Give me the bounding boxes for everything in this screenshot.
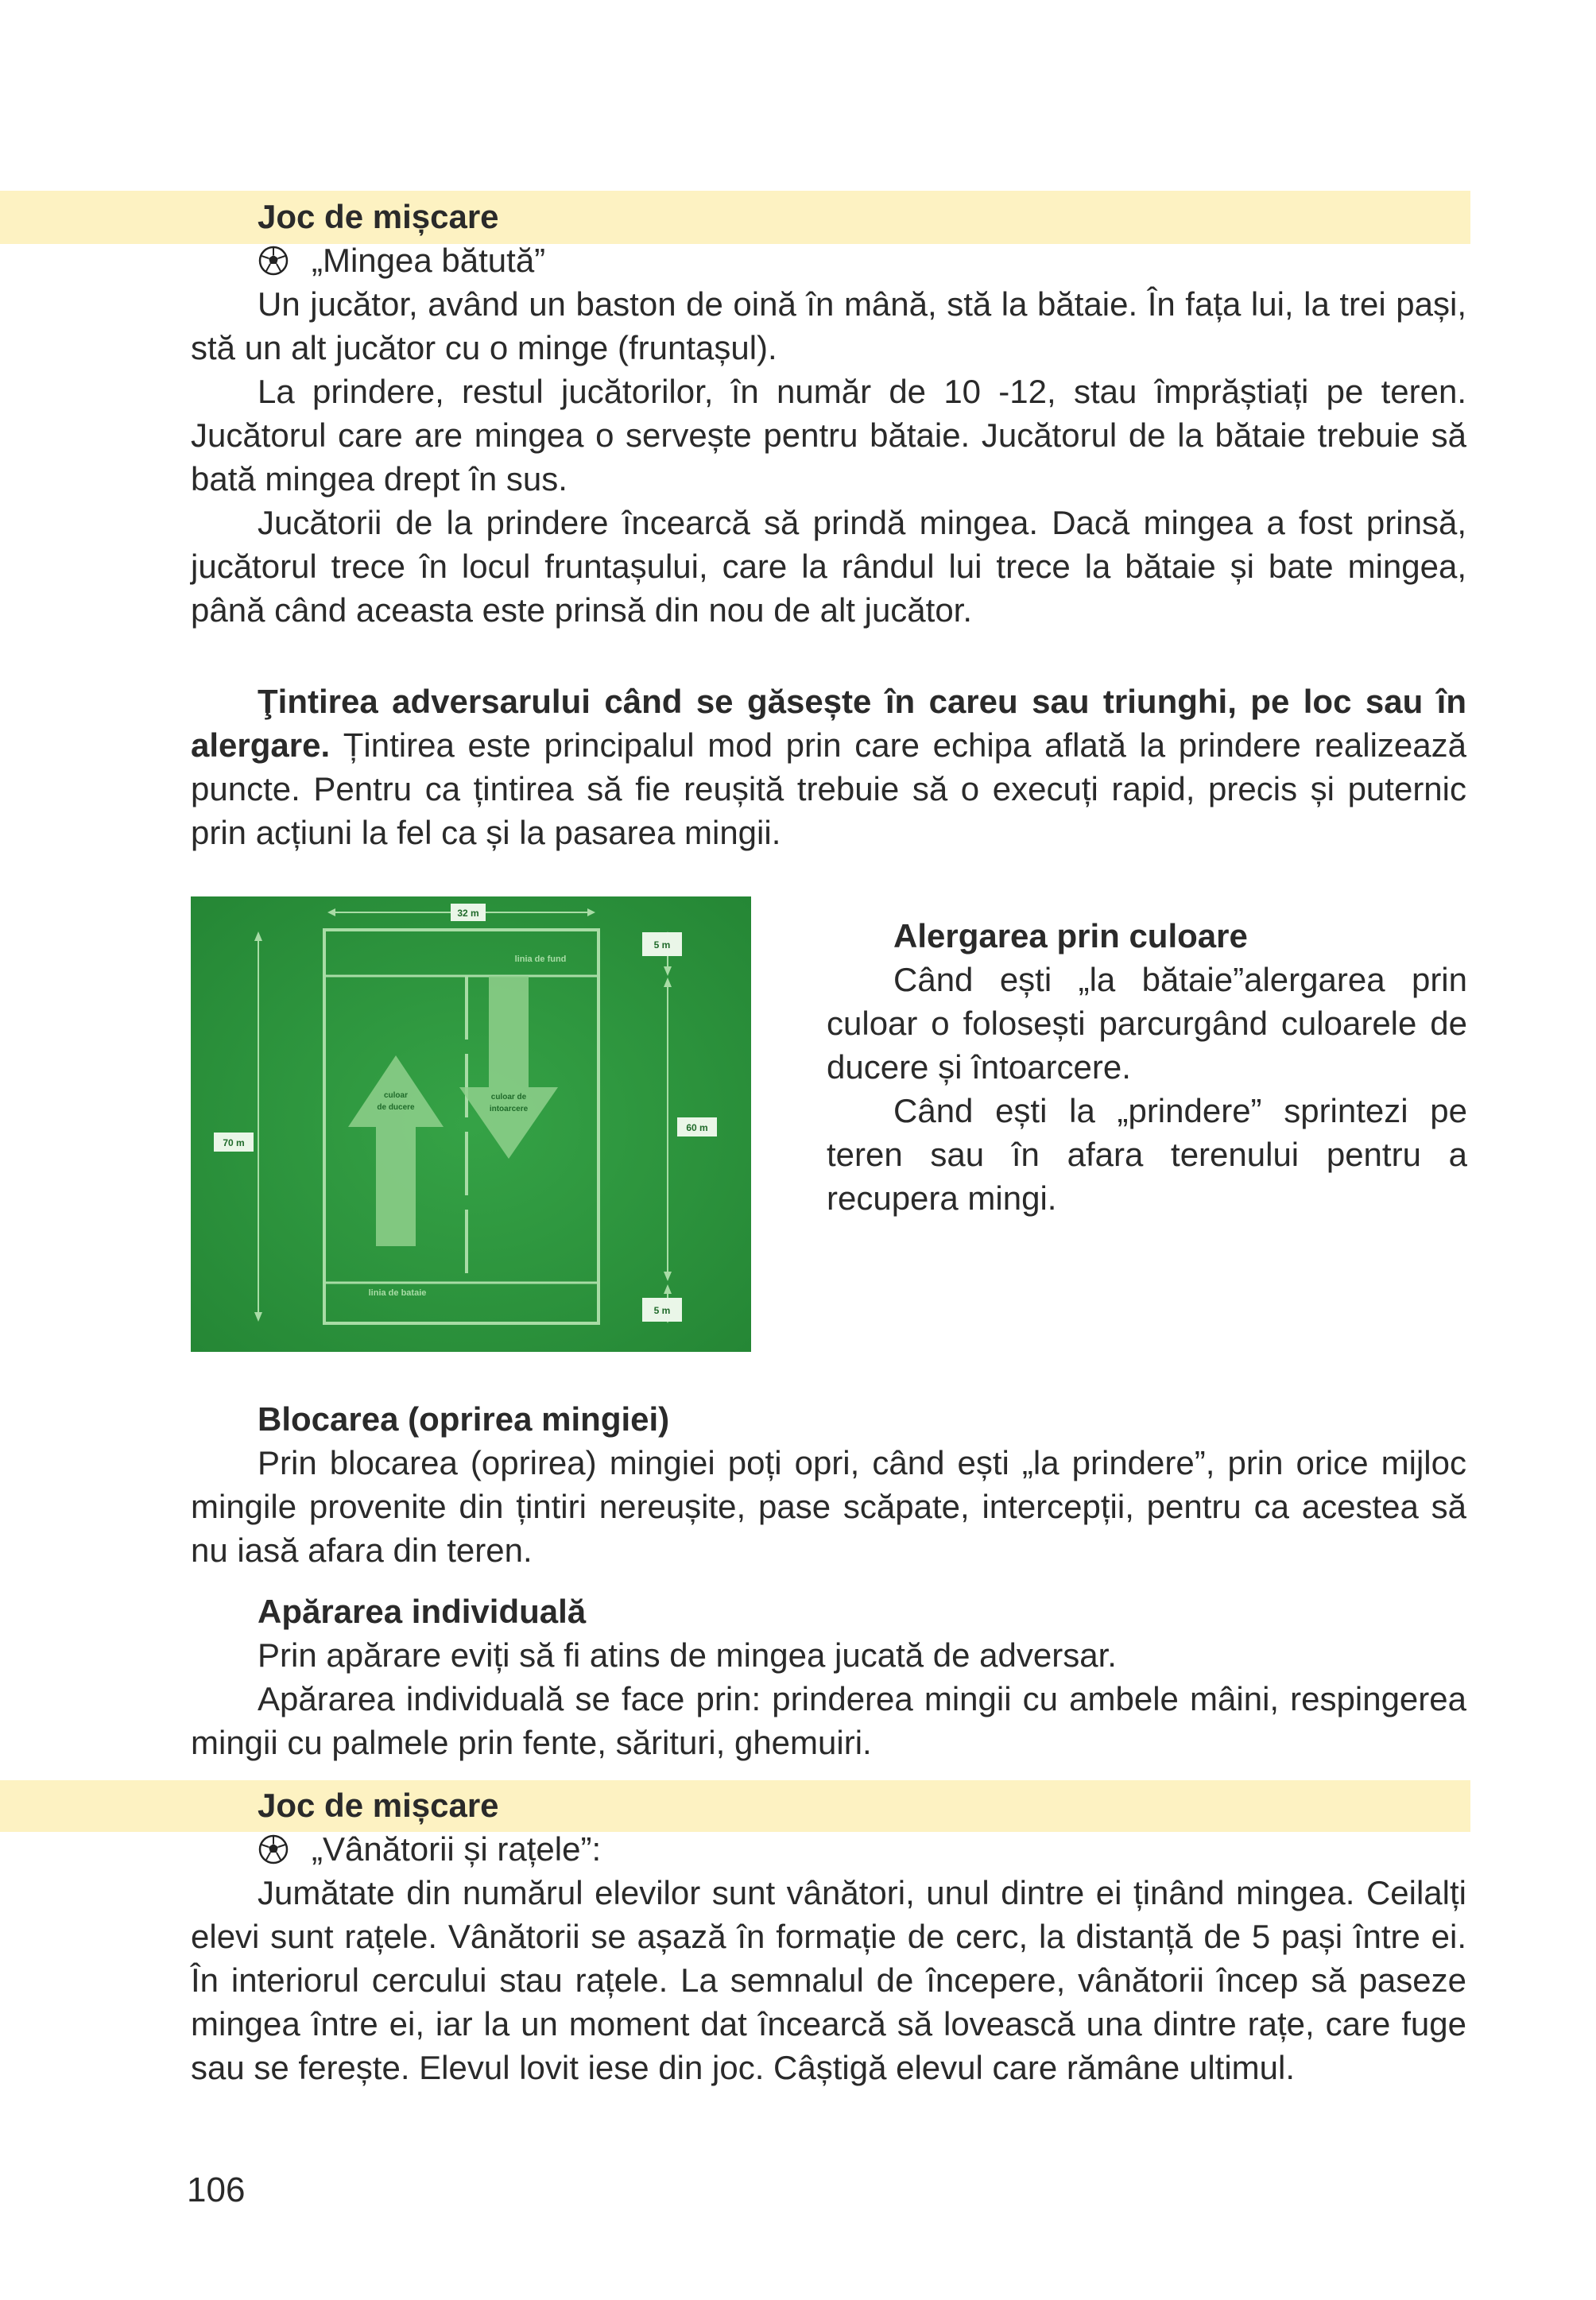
section-heading: Joc de mișcare: [258, 1787, 499, 1824]
paragraph: Când ești „la bătaie”alergarea prin culoar o folosești parcurgând culoarele de ducere și întoarcere.: [827, 961, 1467, 1086]
section-heading: Blocarea (oprirea mingiei): [258, 1400, 670, 1438]
paragraph: Când ești la „prindere” sprintezi pe teren sau în afara terenului pentru a recupera mingi.: [827, 1092, 1467, 1217]
width-label: 32 m: [457, 908, 479, 919]
bold-lead: Ţintirea adversarului când se găsește în careu sau triunghi, pe loc sau în alergare.: [191, 683, 1466, 764]
paragraph: Jumătate din numărul elevilor sunt vânători, unul dintre ei ținând mingea. Ceilalți elevi sunt rațele. Vânătorii se așază în formație de cerc, la distanță de 5 pași între ei. În interiorul cercului stau rațele. La semnalul de începere, vânătorii încep să paseze mingea între ei, iar la un moment dat încearcă să lovească una dintre rațe, care fuge sau se ferește. Elevul lovit iese din joc. Câștigă elevul care rămâne ultimul.: [191, 1874, 1466, 2086]
soccer-ball-icon: [258, 245, 289, 277]
page-number: 106: [187, 2170, 246, 2209]
field-diagram: [191, 896, 751, 1352]
game-title-line: [258, 1827, 1466, 1871]
section-heading: Alergarea prin culoare: [893, 917, 1248, 954]
paragraph: Prin blocarea (oprirea) mingiei poți opri, când ești „la prindere”, prin orice mijloc mingile provenite din țintiri nereușite, pase scăpate, intercepții, pentru ca acestea să nu iasă afara din teren.: [191, 1444, 1466, 1569]
bottom-zone-label: 5 m: [653, 1305, 671, 1316]
lane-back-label-1: culoar de: [490, 1093, 527, 1102]
game-title: „Mingea bătută”: [312, 242, 546, 279]
inner-length-label: 60 m: [686, 1122, 708, 1133]
paragraph: Un jucător, având un baston de oină în mână, stă la bătaie. În fața lui, la trei pași, stă un alt jucător cu o minge (fruntașul).: [191, 285, 1466, 366]
batting-line-label: linia de bataie: [368, 1288, 427, 1298]
top-zone-label: 5 m: [653, 939, 671, 951]
section-alergarea: [827, 914, 1467, 1220]
section-heading: Apărarea individuală: [258, 1593, 587, 1630]
back-line-label: linia de fund: [514, 954, 567, 964]
section-tintirea: [191, 680, 1466, 854]
game-title-line: [258, 238, 1466, 282]
lane-out-label-2: de ducere: [377, 1103, 415, 1112]
paragraph-text: Țintirea este principalul mod prin care echipa aflată la prindere realizează puncte. Pentru ca țintirea să fie reușită trebuie să o execuți rapid, precis și puternic prin acțiuni la fel ca și la pasarea mingii.: [191, 726, 1466, 851]
soccer-ball-icon: [258, 1833, 289, 1865]
section-vanatorii: [191, 1783, 1466, 2089]
paragraph: Prin apărare eviți să fi atins de mingea jucată de adversar.: [258, 1636, 1117, 1674]
section-mingea-batuta: [191, 195, 1466, 632]
section-blocarea: [191, 1397, 1466, 1572]
game-title: „Vânătorii și rațele”:: [312, 1830, 602, 1868]
lane-back-label-2: intoarcere: [489, 1105, 529, 1113]
paragraph: [191, 680, 1466, 854]
lane-out-label-1: culoar: [383, 1091, 409, 1100]
paragraph: Apărarea individuală se face prin: prinderea mingii cu ambele mâini, respingerea mingii cu palmele prin fente, sărituri, ghemuiri.: [191, 1680, 1466, 1761]
oina-field-image: [191, 896, 751, 1352]
section-apararea: [191, 1589, 1466, 1764]
length-label: 70 m: [223, 1137, 245, 1148]
paragraph: La prindere, restul jucătorilor, în număr de 10 -12, stau împrăștiați pe teren. Jucătorul care are mingea o servește pentru bătaie. Jucătorul de la bătaie trebuie să bată mingea drept în sus.: [191, 373, 1466, 498]
section-heading: Joc de mișcare: [258, 198, 499, 235]
paragraph: Jucătorii de la prindere încearcă să prindă mingea. Dacă mingea a fost prinsă, jucătorul trece în locul fruntașului, care la rândul lui trece la bătaie și bate mingea, până când aceasta este prinsă din nou de alt jucător.: [191, 504, 1466, 629]
